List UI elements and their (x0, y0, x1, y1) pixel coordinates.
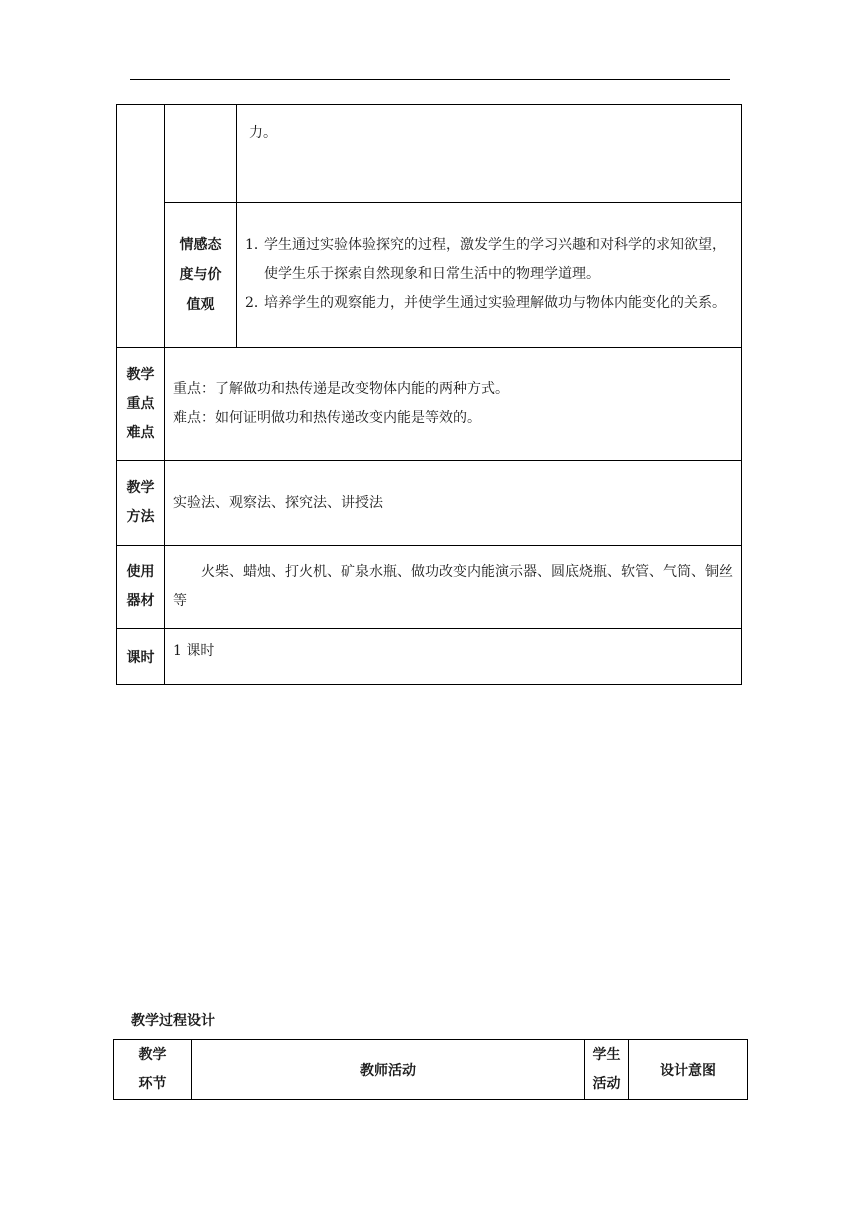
table-row (117, 348, 742, 461)
label-line: 教学 (126, 366, 155, 383)
list-item (237, 231, 735, 289)
key-points-label-cell (117, 348, 165, 461)
label-line: 器材 (126, 593, 155, 609)
table-row (117, 546, 742, 629)
label-line: 方法 (126, 509, 155, 525)
table-row (117, 203, 742, 348)
lesson-info-table (116, 104, 742, 685)
label-line: 使用 (126, 564, 155, 580)
materials-content-cell (165, 546, 742, 629)
stage-header (114, 1040, 192, 1100)
table-row (117, 461, 742, 546)
table-row (117, 629, 742, 685)
design-intent-header: 设计意图 (629, 1040, 748, 1100)
label-line: 难点 (126, 424, 155, 441)
label-line: 教学 (126, 480, 155, 496)
label-line: 重点 (126, 395, 155, 412)
emotion-label-cell (165, 203, 237, 348)
method-label-cell (117, 461, 165, 546)
process-table (113, 1039, 748, 1100)
list-number: 2． (245, 294, 268, 311)
teacher-activity-header: 教师活动 (192, 1040, 585, 1100)
emotion-label-line: 值观 (186, 297, 215, 313)
continuation-cell (237, 105, 742, 203)
continuation-text: 力。 (249, 125, 277, 141)
objectives-outer-cell (117, 105, 165, 348)
header-line: 学生 (592, 1046, 621, 1063)
objectives-sub-label-cell (165, 105, 237, 203)
emotion-label-line: 度与价 (179, 267, 222, 283)
table-row (114, 1040, 748, 1100)
key-point-text: 重点：了解做功和热传递是改变物体内能的两种方式。 (173, 381, 509, 397)
list-number: 1． (245, 236, 268, 253)
materials-text: 火柴、蜡烛、打火机、矿泉水瓶、做功改变内能演示器、圆底烧瓶、软管、气筒、铜丝等 (173, 564, 733, 609)
list-text: 培养学生的观察能力，并使学生通过实验理解做功与物体内能变化的关系。 (264, 294, 726, 311)
list-item (237, 289, 735, 318)
method-text: 实验法、观察法、探究法、讲授法 (173, 494, 383, 511)
header-rule (130, 79, 730, 80)
key-points-content-cell (165, 348, 742, 461)
header-line: 活动 (592, 1075, 621, 1092)
header-line: 教学 (138, 1046, 167, 1063)
process-title: 教学过程设计 (131, 1013, 215, 1029)
hours-text: 1 课时 (173, 643, 215, 659)
hours-label-cell: 课时 (117, 629, 165, 685)
hours-content-cell (165, 629, 742, 685)
emotion-content-cell (237, 203, 742, 348)
materials-label-cell (117, 546, 165, 629)
method-content-cell (165, 461, 742, 546)
emotion-label-line: 情感态 (179, 237, 222, 253)
header-line: 环节 (138, 1075, 167, 1092)
list-text: 学生通过实验体验探究的过程，激发学生的学习兴趣和对科学的求知欲望，使学生乐于探索自然现象和日常生活中的物理学道理。 (264, 236, 726, 282)
difficulty-text: 难点：如何证明做功和热传递改变内能是等效的。 (173, 410, 481, 426)
table-row (117, 105, 742, 203)
student-activity-header (585, 1040, 629, 1100)
